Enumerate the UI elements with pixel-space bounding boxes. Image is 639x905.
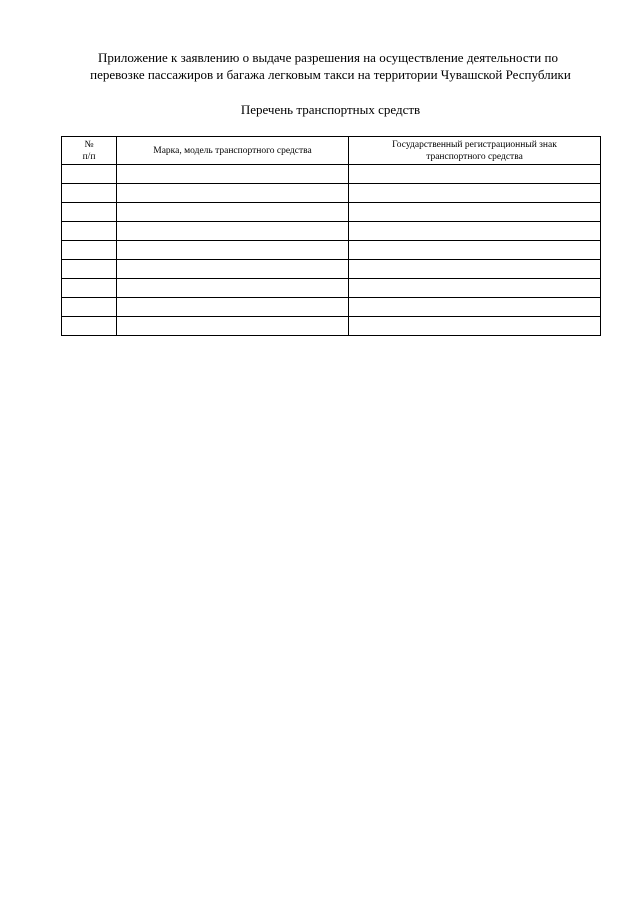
column-header-number-line-1: №: [84, 139, 94, 150]
table-row: [62, 298, 601, 317]
table-row: [62, 279, 601, 298]
cell-make-model[interactable]: [117, 184, 349, 203]
table-row: [62, 260, 601, 279]
column-header-make-model-label: Марка, модель транспортного средства: [153, 145, 312, 156]
table-row: [62, 241, 601, 260]
column-header-registration-plate-line-2: транспортного средства: [426, 151, 523, 162]
cell-make-model[interactable]: [117, 279, 349, 298]
table-row: [62, 165, 601, 184]
cell-number[interactable]: [62, 317, 117, 336]
cell-registration-plate[interactable]: [349, 184, 601, 203]
cell-number[interactable]: [62, 260, 117, 279]
cell-number[interactable]: [62, 241, 117, 260]
cell-make-model[interactable]: [117, 165, 349, 184]
column-header-registration-plate: [349, 137, 601, 165]
cell-registration-plate[interactable]: [349, 241, 601, 260]
cell-number[interactable]: [62, 203, 117, 222]
table-body: [62, 165, 601, 336]
table-header-row: [62, 137, 601, 165]
table-row: [62, 203, 601, 222]
cell-registration-plate[interactable]: [349, 165, 601, 184]
cell-number[interactable]: [62, 298, 117, 317]
cell-number[interactable]: [62, 184, 117, 203]
cell-make-model[interactable]: [117, 241, 349, 260]
cell-registration-plate[interactable]: [349, 222, 601, 241]
appendix-header: [62, 49, 599, 83]
cell-number[interactable]: [62, 222, 117, 241]
cell-registration-plate[interactable]: [349, 317, 601, 336]
cell-number[interactable]: [62, 165, 117, 184]
column-header-registration-plate-line-1: Государственный регистрационный знак: [392, 139, 557, 150]
cell-registration-plate[interactable]: [349, 203, 601, 222]
appendix-header-line-2: перевозке пассажиров и багажа легковым такси на территории Чувашской Республики: [90, 67, 571, 82]
cell-number[interactable]: [62, 279, 117, 298]
vehicle-list-table: [61, 136, 601, 336]
cell-make-model[interactable]: [117, 222, 349, 241]
appendix-header-line-1: Приложение к заявлению о выдаче разрешения на осуществление деятельности по: [98, 50, 558, 65]
table-row: [62, 184, 601, 203]
column-header-make-model: [117, 137, 349, 165]
cell-registration-plate[interactable]: [349, 279, 601, 298]
cell-make-model[interactable]: [117, 203, 349, 222]
cell-registration-plate[interactable]: [349, 260, 601, 279]
table-row: [62, 317, 601, 336]
cell-make-model[interactable]: [117, 298, 349, 317]
cell-registration-plate[interactable]: [349, 298, 601, 317]
cell-make-model[interactable]: [117, 260, 349, 279]
table-row: [62, 222, 601, 241]
document-title: Перечень транспортных средств: [240, 102, 421, 117]
column-header-number-line-2: п/п: [82, 151, 96, 162]
column-header-number: [62, 137, 117, 165]
cell-make-model[interactable]: [117, 317, 349, 336]
